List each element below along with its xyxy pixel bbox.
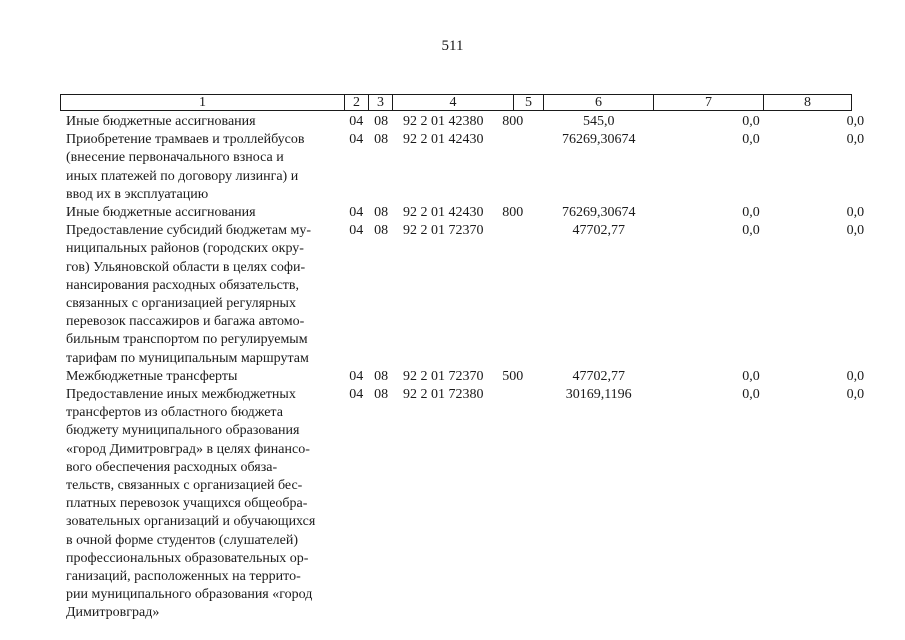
header-col-1: 1 (199, 95, 206, 110)
row-col7: 0,0 (742, 368, 760, 384)
row-section: 04 (349, 205, 364, 221)
row-subsection: 08 (374, 368, 389, 384)
row-target-code: 92 2 01 72370 (402, 368, 484, 384)
header-col-6: 6 (543, 95, 653, 110)
row-amount: 76269,30674 (561, 132, 636, 148)
row-expense-type: 800 (502, 114, 524, 129)
row-name: Межбюджетные трансферты (66, 368, 238, 384)
header-col-7: 7 (653, 95, 763, 110)
row-name: Иные бюджетные ассигнования (66, 205, 256, 221)
header-col-4: 4 (392, 95, 513, 110)
table-row (0, 222, 905, 368)
row-expense-type: 800 (502, 205, 524, 221)
row-col7: 0,0 (742, 205, 760, 221)
row-target-code: 92 2 01 42380 (402, 114, 484, 129)
row-col8: 0,0 (846, 205, 865, 221)
row-amount: 47702,77 (572, 223, 625, 239)
row-section: 04 (349, 387, 364, 403)
row-name: Иные бюджетные ассигнования (66, 114, 256, 129)
row-subsection: 08 (374, 114, 389, 129)
row-col8: 0,0 (846, 114, 865, 129)
table-row (0, 204, 905, 222)
row-amount: 76269,30674 (561, 205, 636, 221)
page-number: 511 (441, 38, 464, 54)
row-amount: 30169,1196 (565, 387, 632, 403)
row-col8: 0,0 (846, 132, 865, 148)
table-header (60, 94, 852, 111)
header-col-3: 3 (368, 95, 392, 110)
row-amount: 47702,77 (572, 368, 625, 384)
header-col-8: 8 (763, 95, 851, 110)
table-row (0, 368, 905, 386)
row-target-code: 92 2 01 42430 (402, 132, 484, 148)
row-subsection: 08 (374, 223, 389, 239)
row-amount: 545,0 (582, 114, 615, 129)
table-row (0, 131, 905, 204)
header-col-5: 5 (513, 95, 543, 110)
row-target-code: 92 2 01 72380 (402, 387, 484, 403)
row-name: Приобретение трамваев и троллейбусов (внесение первоначального взноса и иных платежей по договору лизинга) и ввод их в эксплуатацию (66, 132, 305, 202)
row-col7: 0,0 (742, 114, 760, 129)
row-name: Предоставление субсидий бюджетам му- ниципальных районов (городских окру- гов) Ульяновской области в целях софи- нансирования расходных обязательств, связанных с организацией регулярных перевозок пассажиров и багажа автомо- бильным транспортом по регулируемым тарифам по муниципальным маршрутам (66, 223, 312, 366)
row-subsection: 08 (374, 387, 389, 403)
row-target-code: 92 2 01 72370 (402, 223, 484, 239)
row-subsection: 08 (374, 205, 389, 221)
row-section: 04 (349, 132, 364, 148)
row-col8: 0,0 (846, 223, 865, 239)
row-section: 04 (349, 114, 364, 129)
row-col7: 0,0 (742, 387, 760, 403)
row-subsection: 08 (374, 132, 389, 148)
table-body (0, 113, 905, 623)
row-col7: 0,0 (742, 223, 760, 239)
row-section: 04 (349, 223, 364, 239)
row-section: 04 (349, 368, 364, 384)
row-col7: 0,0 (742, 132, 760, 148)
table-row (0, 113, 905, 131)
header-col-2: 2 (344, 95, 368, 110)
row-col8: 0,0 (846, 368, 865, 384)
table-row (0, 386, 905, 623)
row-col8: 0,0 (846, 387, 865, 403)
row-name: Предоставление иных межбюджетных трансфертов из областного бюджета бюджету муниципального образования «город Димитровград» в целях финансо- вого обеспечения расходных обяза- тельств, связанных с организацией бес- платных перевозок учащихся общеобра- зовательных организаций и обучающихся в очной форме студентов (слушателей) профессиональных образовательных ор- ганизаций, расположенных на террито- рии муниципального образования «город Димитровград» (66, 387, 316, 621)
row-expense-type: 500 (502, 368, 524, 384)
row-target-code: 92 2 01 42430 (402, 205, 484, 221)
